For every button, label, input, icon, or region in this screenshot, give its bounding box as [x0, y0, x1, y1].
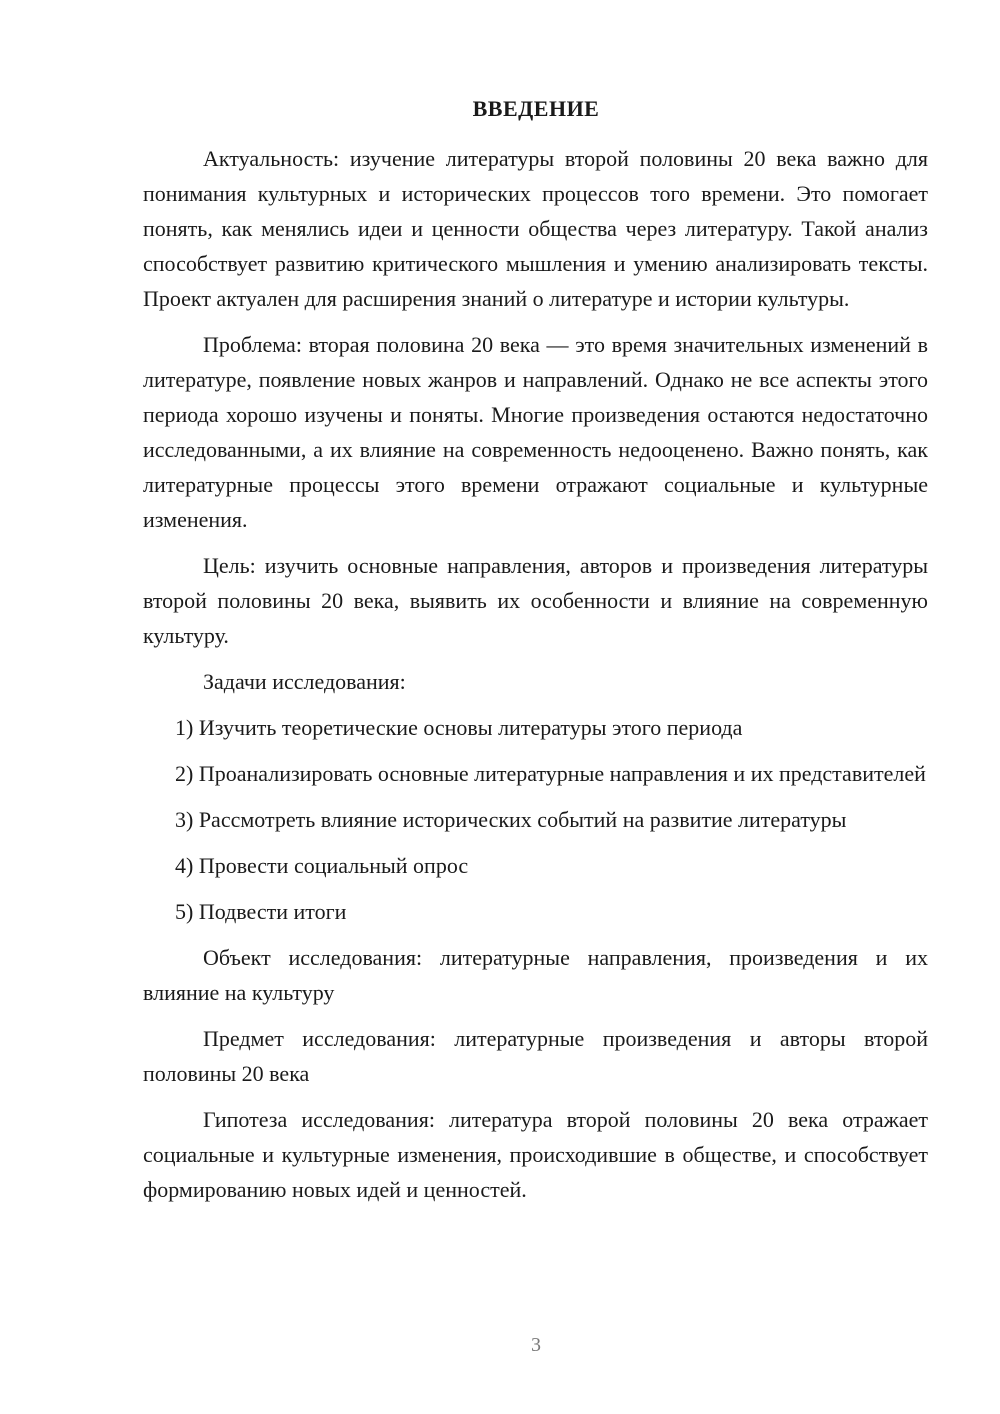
task-item-3: 3) Рассмотреть влияние исторических событий на развитие литературы	[175, 807, 847, 832]
subject-paragraph: Предмет исследования: литературные произведения и авторы второй половины 20 века	[143, 1026, 928, 1086]
problem-paragraph: Проблема: вторая половина 20 века — это время значительных изменений в литературе, появление новых жанров и направлений. Однако не все аспекты этого периода хорошо изучены и поняты. Многие произведения остаются недостаточно исследованными, а их влияние на современность недооценено. Важно понять, как литературные процессы этого времени отражают социальные и культурные изменения.	[143, 332, 928, 532]
object-paragraph: Объект исследования: литературные направления, произведения и их влияние на культуру	[143, 945, 928, 1005]
section-heading: ВВЕДЕНИЕ	[472, 96, 600, 121]
task-item-2: 2) Проанализировать основные литературные направления и их представителей	[175, 761, 926, 786]
hypothesis-paragraph: Гипотеза исследования: литература второй половины 20 века отражает социальные и культурные изменения, происходившие в обществе, и способствует формированию новых идей и ценностей.	[143, 1107, 928, 1202]
tasks-heading: Задачи исследования:	[203, 669, 406, 694]
page-number: 3	[531, 1334, 541, 1356]
relevance-paragraph: Актуальность: изучение литературы второй половины 20 века важно для понимания культурных и исторических процессов того времени. Это помогает понять, как менялись идеи и ценности общества через литературу. Такой анализ способствует развитию критического мышления и умению анализировать тексты. Проект актуален для расширения знаний о литературе и истории культуры.	[143, 146, 928, 311]
task-item-1: 1) Изучить теоретические основы литературы этого периода	[175, 715, 743, 740]
task-item-4: 4) Провести социальный опрос	[175, 853, 469, 878]
goal-paragraph: Цель: изучить основные направления, авторов и произведения литературы второй половины 20 века, выявить их особенности и влияние на современную культуру.	[143, 553, 928, 648]
document-body	[143, 141, 928, 1218]
task-item-5: 5) Подвести итоги	[175, 899, 347, 924]
